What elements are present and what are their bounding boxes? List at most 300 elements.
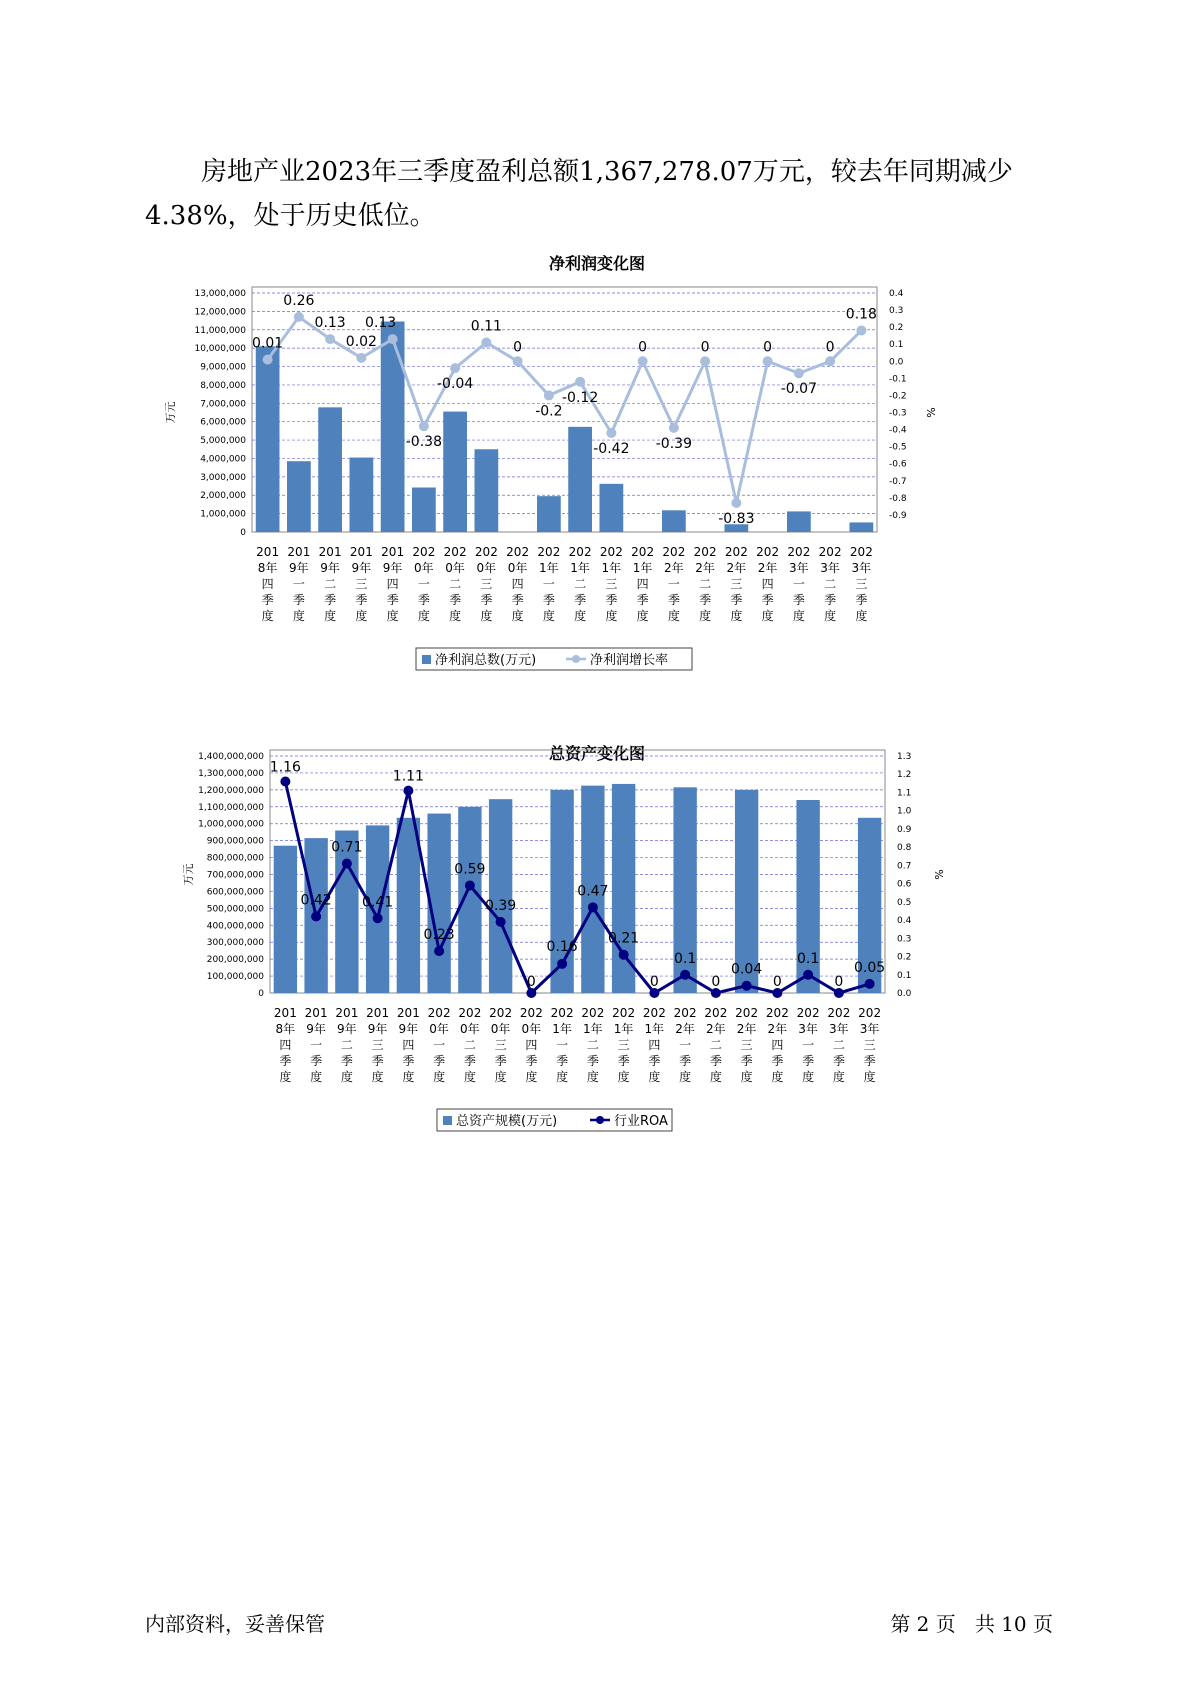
y2-tick-label: 0.1 — [889, 340, 904, 351]
data-label: -0.2 — [535, 403, 563, 420]
x-tick-label: 2年 — [664, 561, 684, 575]
x-tick-label: 度 — [605, 609, 618, 623]
x-tick-label: 季 — [292, 593, 305, 607]
y-tick-label: 1,000,000,000 — [198, 819, 264, 830]
y2-tick-label: -0.4 — [889, 425, 907, 436]
y-tick-label: 6,000,000 — [200, 417, 246, 428]
y2-tick-label: 1.2 — [897, 770, 912, 781]
x-tick-label: 8年 — [275, 1022, 296, 1036]
x-tick-label: 季 — [355, 593, 368, 607]
x-tick-label: 3年 — [789, 561, 809, 575]
y2-tick-label: 1.3 — [897, 752, 912, 762]
x-tick-label: 一 — [802, 1038, 815, 1052]
x-tick-label: 度 — [792, 609, 805, 623]
data-label: -0.83 — [718, 510, 755, 527]
x-tick-label: 季 — [324, 593, 337, 607]
x-tick-label: 一 — [792, 577, 805, 591]
line-point — [619, 950, 629, 960]
legend-line-marker — [596, 1116, 604, 1124]
y2-tick-label: -0.2 — [889, 391, 907, 402]
y-tick-label: 9,000,000 — [200, 362, 246, 373]
x-tick-label: 9年 — [306, 1022, 326, 1036]
line-point — [544, 390, 554, 400]
x-tick-label: 度 — [648, 1070, 661, 1084]
line-point — [794, 368, 804, 378]
x-tick-label: 9年 — [337, 1022, 357, 1036]
x-tick-label: 0年 — [521, 1022, 542, 1036]
y2-tick-label: 0.3 — [889, 306, 904, 317]
x-tick-label: 四 — [279, 1038, 292, 1052]
x-tick-label: 季 — [261, 593, 274, 607]
data-label: 0.04 — [731, 961, 763, 978]
x-tick-label: 四 — [386, 577, 399, 591]
x-tick-label: 度 — [824, 609, 837, 623]
x-tick-label: 0年 — [429, 1022, 449, 1036]
x-tick-label: 度 — [279, 1070, 292, 1084]
x-tick-label: 202 — [849, 545, 873, 559]
x-tick-label: 季 — [574, 593, 587, 607]
y2-tick-label: 0.2 — [889, 323, 904, 334]
y2-axis-label: % — [924, 407, 937, 418]
y2-tick-label: 0.5 — [897, 897, 912, 908]
x-tick-label: 2年 — [726, 561, 747, 575]
y2-tick-label: 0.6 — [897, 879, 912, 890]
data-label: 0.13 — [314, 315, 346, 332]
x-tick-label: 季 — [648, 1054, 661, 1068]
x-tick-label: 201 — [349, 545, 373, 559]
x-tick-label: 三 — [480, 577, 493, 591]
y-tick-label: 300,000,000 — [206, 938, 264, 949]
x-tick-label: 202 — [631, 545, 655, 559]
x-tick-label: 202 — [474, 545, 498, 559]
y-tick-label: 500,000,000 — [206, 904, 264, 915]
x-tick-label: 度 — [261, 609, 274, 623]
x-tick-label: 2年 — [757, 561, 778, 575]
line-point — [557, 959, 567, 969]
x-tick-label: 一 — [679, 1038, 692, 1052]
x-tick-label: 三 — [605, 577, 618, 591]
x-tick-label: 3年 — [798, 1022, 818, 1036]
x-tick-label: 季 — [402, 1054, 415, 1068]
y2-tick-label: 0.4 — [897, 916, 912, 927]
line-point — [450, 363, 460, 373]
y-tick-label: 8,000,000 — [200, 380, 246, 391]
y-tick-label: 0 — [240, 528, 246, 538]
y2-tick-label: 1.0 — [897, 806, 912, 817]
data-label: -0.42 — [593, 440, 630, 457]
x-tick-label: 1年 — [632, 561, 653, 575]
x-tick-label: 9年 — [367, 1022, 388, 1036]
data-label: 0.23 — [423, 927, 455, 944]
data-label: 0 — [526, 974, 536, 990]
x-tick-label: 一 — [417, 577, 430, 591]
x-tick-label: 201 — [381, 545, 405, 559]
x-tick-label: 202 — [818, 545, 842, 559]
line-point — [294, 312, 304, 322]
x-tick-label: 季 — [863, 1054, 876, 1068]
x-tick-label: 度 — [340, 1070, 353, 1084]
x-tick-label: 202 — [827, 1006, 851, 1020]
y-tick-label: 0 — [258, 989, 264, 999]
data-label: 0.11 — [470, 318, 502, 335]
bar — [274, 846, 297, 993]
x-tick-label: 季 — [433, 1054, 446, 1068]
x-tick-label: 202 — [765, 1006, 789, 1020]
x-tick-label: 度 — [617, 1070, 630, 1084]
chart-title: 总资产变化图 — [548, 745, 646, 763]
x-tick-label: 度 — [511, 609, 524, 623]
x-tick-label: 度 — [417, 609, 430, 623]
x-tick-label: 四 — [771, 1038, 784, 1052]
x-tick-label: 度 — [802, 1070, 815, 1084]
line-point — [280, 777, 290, 787]
x-tick-label: 度 — [463, 1070, 476, 1084]
x-tick-label: 二 — [324, 577, 337, 591]
x-tick-label: 季 — [824, 593, 837, 607]
x-tick-label: 度 — [371, 1070, 384, 1084]
x-tick-label: 度 — [636, 609, 649, 623]
y-axis-label: 万元 — [164, 401, 177, 424]
bar — [662, 510, 686, 532]
x-tick-label: 季 — [679, 1054, 692, 1068]
line-point — [325, 334, 335, 344]
x-tick-label: 季 — [771, 1054, 784, 1068]
x-tick-label: 季 — [480, 593, 493, 607]
x-tick-label: 9年 — [398, 1022, 419, 1036]
data-label: 0.47 — [577, 883, 609, 900]
data-label: 0 — [638, 339, 648, 356]
x-tick-label: 二 — [463, 1038, 476, 1052]
data-label: -0.04 — [437, 376, 474, 393]
line-point — [825, 356, 835, 366]
data-label: 0.21 — [608, 930, 640, 947]
line-point — [856, 326, 866, 336]
line-point — [465, 880, 475, 890]
x-tick-label: 2年 — [767, 1022, 788, 1036]
x-tick-label: 度 — [740, 1070, 753, 1084]
x-tick-label: 202 — [612, 1006, 636, 1020]
x-tick-label: 3年 — [829, 1022, 849, 1036]
bar — [787, 511, 811, 532]
x-tick-label: 季 — [542, 593, 555, 607]
x-tick-label: 202 — [662, 545, 686, 559]
x-tick-label: 三 — [863, 1038, 876, 1052]
x-tick-label: 201 — [287, 545, 311, 559]
x-tick-label: 季 — [730, 593, 743, 607]
line-point — [263, 355, 273, 365]
x-tick-label: 度 — [494, 1070, 507, 1084]
x-tick-label: 一 — [556, 1038, 569, 1052]
line-point — [513, 356, 523, 366]
data-label: 0.18 — [845, 306, 877, 323]
y2-tick-label: -0.9 — [889, 510, 907, 521]
y2-tick-label: 0.3 — [897, 934, 912, 945]
x-tick-label: 二 — [699, 577, 712, 591]
x-tick-label: 季 — [802, 1054, 815, 1068]
y-tick-label: 600,000,000 — [206, 887, 264, 898]
x-tick-label: 202 — [519, 1006, 543, 1020]
y2-tick-label: 0.2 — [897, 952, 912, 963]
line-point — [638, 356, 648, 366]
y2-tick-label: -0.8 — [889, 493, 907, 504]
x-tick-label: 2年 — [695, 561, 715, 575]
bar — [256, 346, 280, 532]
x-tick-label: 202 — [581, 1006, 605, 1020]
x-tick-label: 季 — [417, 593, 430, 607]
data-label: 0.41 — [362, 894, 394, 911]
x-tick-label: 度 — [292, 609, 305, 623]
x-tick-label: 3年 — [820, 561, 840, 575]
x-tick-label: 季 — [855, 593, 868, 607]
x-tick-label: 度 — [386, 609, 399, 623]
x-tick-label: 1年 — [552, 1022, 572, 1036]
x-tick-label: 季 — [556, 1054, 569, 1068]
line-point — [731, 498, 741, 508]
data-label: 0.05 — [854, 959, 886, 976]
legend-line-label: 净利润增长率 — [590, 653, 669, 668]
x-tick-label: 季 — [699, 593, 712, 607]
line-point — [680, 970, 690, 980]
x-tick-label: 一 — [542, 577, 555, 591]
bar — [600, 484, 624, 532]
x-tick-label: 201 — [318, 545, 342, 559]
bar — [412, 488, 436, 532]
x-tick-label: 9年 — [320, 561, 340, 575]
x-tick-label: 1年 — [570, 561, 590, 575]
x-tick-label: 季 — [832, 1054, 845, 1068]
x-tick-label: 三 — [730, 577, 743, 591]
x-tick-label: 四 — [261, 577, 274, 591]
x-tick-label: 度 — [324, 609, 337, 623]
x-tick-label: 9年 — [289, 561, 309, 575]
x-tick-label: 季 — [617, 1054, 630, 1068]
line-point — [356, 353, 366, 363]
legend-line-label: 行业ROA — [614, 1114, 668, 1129]
data-label: 0.59 — [454, 861, 486, 878]
total-assets-chart-svg — [0, 745, 1191, 1235]
data-label: 0.26 — [283, 292, 315, 309]
x-tick-label: 度 — [699, 609, 712, 623]
data-label: 0 — [834, 974, 844, 990]
y-tick-label: 2,000,000 — [200, 491, 246, 502]
x-tick-label: 季 — [511, 593, 524, 607]
x-tick-label: 202 — [796, 1006, 820, 1020]
x-tick-label: 度 — [586, 1070, 599, 1084]
y-tick-label: 900,000,000 — [206, 836, 264, 847]
y-tick-label: 1,300,000,000 — [198, 768, 264, 779]
y-tick-label: 4,000,000 — [200, 454, 246, 465]
data-label: 0 — [700, 339, 710, 356]
x-tick-label: 0年 — [460, 1022, 480, 1036]
x-tick-label: 1年 — [613, 1022, 634, 1036]
bar — [475, 449, 499, 532]
y2-tick-label: 0.0 — [889, 357, 904, 368]
y2-tick-label: -0.1 — [889, 374, 907, 385]
y2-tick-label: -0.3 — [889, 408, 907, 419]
x-tick-label: 201 — [366, 1006, 390, 1020]
x-tick-label: 201 — [304, 1006, 328, 1020]
x-tick-label: 202 — [599, 545, 623, 559]
y-tick-label: 11,000,000 — [194, 325, 246, 336]
x-tick-label: 二 — [824, 577, 837, 591]
line-point — [373, 913, 383, 923]
y-tick-label: 12,000,000 — [194, 307, 246, 318]
x-tick-label: 度 — [667, 609, 680, 623]
data-label: 1.16 — [269, 759, 301, 776]
data-label: 0.42 — [300, 892, 332, 909]
line-point — [669, 423, 679, 433]
plot-frame — [270, 750, 885, 993]
x-tick-label: 201 — [335, 1006, 359, 1020]
y2-tick-label: -0.5 — [889, 442, 907, 453]
x-tick-label: 201 — [256, 545, 280, 559]
legend-bar-label: 总资产规模(万元) — [456, 1114, 558, 1129]
x-tick-label: 度 — [355, 609, 368, 623]
x-tick-label: 202 — [756, 545, 780, 559]
x-tick-label: 季 — [636, 593, 649, 607]
x-tick-label: 度 — [730, 609, 743, 623]
x-tick-label: 季 — [667, 593, 680, 607]
x-tick-label: 度 — [542, 609, 555, 623]
data-label: 0.01 — [252, 335, 284, 352]
x-tick-label: 四 — [636, 577, 649, 591]
x-tick-label: 度 — [863, 1070, 876, 1084]
bar — [568, 427, 592, 532]
x-tick-label: 202 — [568, 545, 592, 559]
y2-tick-label: 0.9 — [897, 824, 912, 835]
y2-axis-label: % — [932, 869, 945, 880]
x-tick-label: 2年 — [706, 1022, 726, 1036]
x-tick-label: 202 — [427, 1006, 451, 1020]
data-label: 0 — [772, 974, 782, 990]
line-point — [742, 981, 752, 991]
legend-bar-swatch — [443, 1116, 452, 1125]
legend-bar-label: 净利润总数(万元) — [435, 653, 537, 668]
x-tick-label: 度 — [433, 1070, 446, 1084]
line-point — [575, 377, 585, 387]
data-label: 0.1 — [796, 950, 820, 967]
x-tick-label: 季 — [605, 593, 618, 607]
line-point — [388, 334, 398, 344]
bar — [287, 461, 311, 532]
x-tick-label: 202 — [787, 545, 811, 559]
y-tick-label: 13,000,000 — [194, 289, 246, 299]
x-tick-label: 202 — [443, 545, 467, 559]
y2-tick-label: 0.7 — [897, 861, 912, 872]
line-point — [342, 859, 352, 869]
line-point — [763, 356, 773, 366]
line-point — [403, 786, 413, 796]
y-tick-label: 10,000,000 — [194, 344, 246, 355]
x-tick-label: 202 — [858, 1006, 882, 1020]
x-tick-label: 季 — [761, 593, 774, 607]
y2-tick-label: 0.1 — [897, 970, 912, 981]
y-tick-label: 7,000,000 — [200, 399, 246, 410]
net-profit-chart-svg — [0, 255, 1191, 725]
line-point — [419, 421, 429, 431]
x-tick-label: 二 — [574, 577, 587, 591]
data-label: 1.11 — [392, 768, 424, 785]
chart-title: 净利润变化图 — [548, 255, 646, 273]
x-tick-label: 一 — [667, 577, 680, 591]
legend-bar-swatch — [422, 655, 431, 664]
x-tick-label: 季 — [463, 1054, 476, 1068]
x-tick-label: 四 — [525, 1038, 538, 1052]
x-tick-label: 三 — [740, 1038, 753, 1052]
y-tick-label: 1,400,000,000 — [198, 752, 264, 762]
x-tick-label: 度 — [832, 1070, 845, 1084]
x-tick-label: 202 — [550, 1006, 574, 1020]
x-tick-label: 三 — [855, 577, 868, 591]
x-tick-label: 季 — [494, 1054, 507, 1068]
y2-tick-label: 0.8 — [897, 843, 912, 854]
data-label: 0.16 — [546, 938, 578, 955]
data-label: 0 — [513, 339, 523, 356]
x-tick-label: 202 — [693, 545, 717, 559]
bar — [350, 458, 374, 532]
x-tick-label: 一 — [292, 577, 305, 591]
line-point — [434, 946, 444, 956]
data-label: 0.39 — [485, 897, 517, 914]
bar — [537, 496, 561, 532]
x-tick-label: 202 — [458, 1006, 482, 1020]
y-tick-label: 3,000,000 — [200, 472, 246, 483]
x-tick-label: 度 — [709, 1070, 722, 1084]
x-tick-label: 202 — [642, 1006, 666, 1020]
y-tick-label: 1,100,000,000 — [198, 802, 264, 813]
x-tick-label: 一 — [310, 1038, 323, 1052]
line-point — [606, 428, 616, 438]
x-tick-label: 季 — [310, 1054, 323, 1068]
x-tick-label: 四 — [648, 1038, 661, 1052]
data-label: 0 — [649, 974, 659, 990]
x-tick-label: 0年 — [414, 561, 434, 575]
x-tick-label: 二 — [340, 1038, 353, 1052]
bar — [318, 407, 342, 532]
y2-tick-label: 0.0 — [897, 989, 912, 999]
x-tick-label: 季 — [525, 1054, 538, 1068]
data-label: -0.07 — [780, 381, 817, 398]
x-tick-label: 季 — [740, 1054, 753, 1068]
line-point — [700, 356, 710, 366]
x-tick-label: 度 — [556, 1070, 569, 1084]
x-tick-label: 9年 — [382, 561, 403, 575]
summary-paragraph: 房地产业2023年三季度盈利总额1,367,278.07万元，较去年同期减少4.38%，处于历史低位。 — [145, 157, 1013, 231]
data-label: -0.12 — [562, 389, 599, 406]
x-tick-label: 四 — [511, 577, 524, 591]
data-label: 0.1 — [673, 950, 697, 967]
x-tick-label: 2年 — [675, 1022, 695, 1036]
x-tick-label: 度 — [679, 1070, 692, 1084]
x-tick-label: 0年 — [507, 561, 528, 575]
y-tick-label: 1,200,000,000 — [198, 785, 264, 796]
x-tick-label: 度 — [449, 609, 462, 623]
x-tick-label: 0年 — [490, 1022, 511, 1036]
x-tick-label: 三 — [617, 1038, 630, 1052]
x-tick-label: 季 — [586, 1054, 599, 1068]
x-tick-label: 度 — [402, 1070, 415, 1084]
x-tick-label: 1年 — [583, 1022, 603, 1036]
x-tick-label: 1年 — [539, 561, 559, 575]
x-tick-label: 202 — [704, 1006, 728, 1020]
y-tick-label: 5,000,000 — [200, 436, 246, 447]
x-tick-label: 季 — [709, 1054, 722, 1068]
x-tick-label: 202 — [506, 545, 530, 559]
data-label: 0 — [763, 339, 773, 356]
x-tick-label: 202 — [735, 1006, 759, 1020]
y2-tick-label: 0.4 — [889, 289, 904, 299]
line-point — [803, 970, 813, 980]
